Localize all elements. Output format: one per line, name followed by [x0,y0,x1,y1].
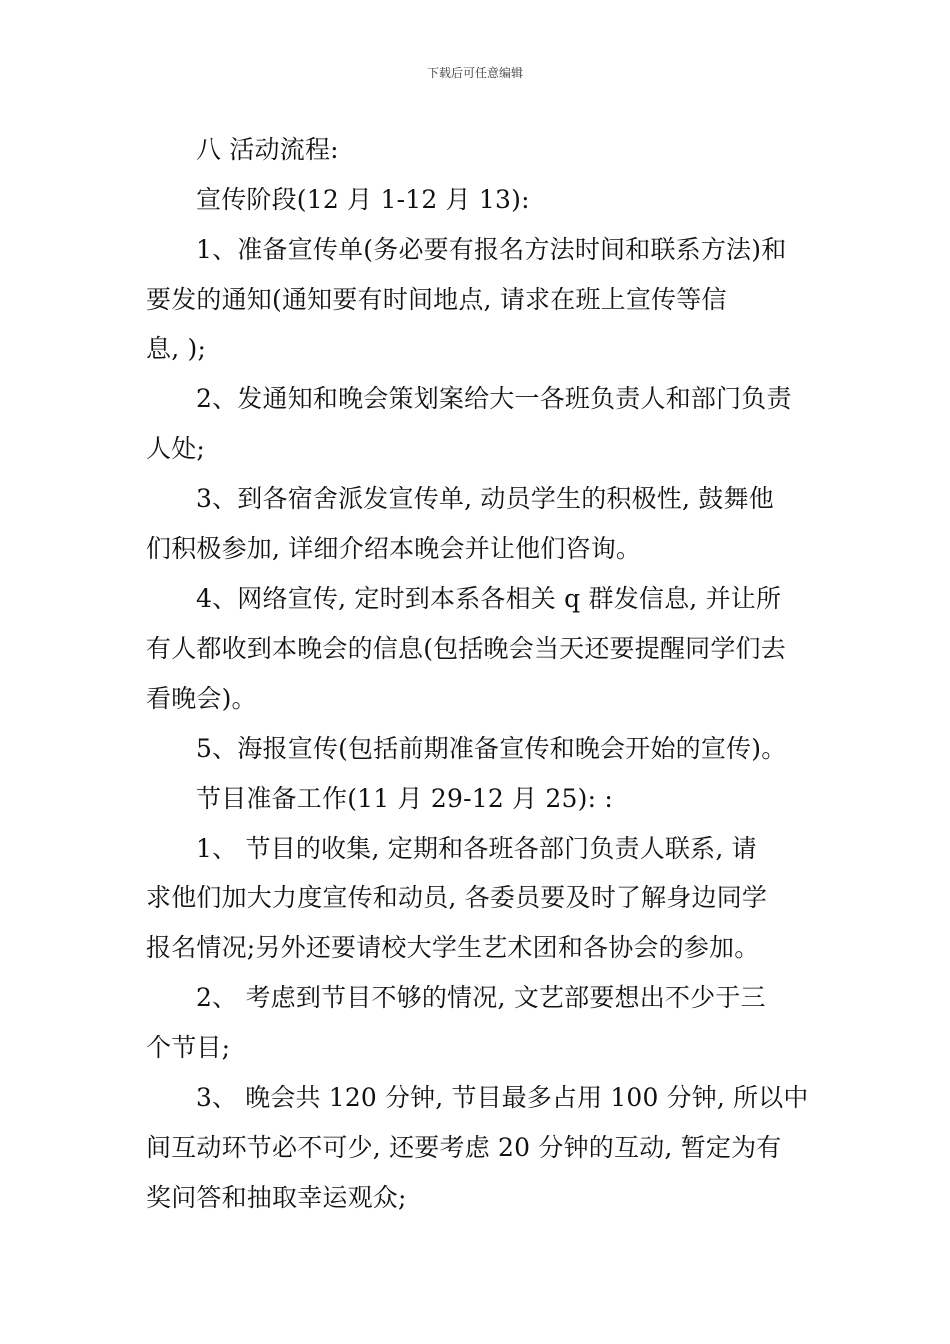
text-line: 八 活动流程: [196,135,339,164]
text-line: 息, ); [146,334,207,363]
text-line: 报名情况;另外还要请校大学生艺术团和各协会的参加。 [146,933,760,962]
text-line: 看晚会)。 [146,684,257,713]
text-line: 4、网络宣传, 定时到本系各相关 q 群发信息, 并让所 [196,584,782,613]
text-line: 宣传阶段(12 月 1-12 月 13): [196,185,530,214]
text-line: 们积极参加, 详细介绍本晚会并让他们咨询。 [146,534,642,563]
text-line: 2、发通知和晚会策划案给大一各班负责人和部门负责 [196,384,792,413]
text-line: 3、到各宿舍派发宣传单, 动员学生的积极性, 鼓舞他 [196,484,774,513]
text-line: 要发的通知(通知要有时间地点, 请求在班上宣传等信 [146,285,727,314]
text-line: 3、 晚会共 120 分钟, 节目最多占用 100 分钟, 所以中 [196,1083,809,1112]
text-line: 5、海报宣传(包括前期准备宣传和晚会开始的宣传)。 [196,734,787,763]
text-line: 求他们加大力度宣传和动员, 各委员要及时了解身边同学 [146,883,768,912]
text-line: 奖问答和抽取幸运观众; [146,1183,407,1212]
text-line: 间互动环节必不可少, 还要考虑 20 分钟的互动, 暂定为有 [146,1133,782,1162]
text-line: 人处; [146,434,206,463]
text-line: 个节目; [146,1033,231,1062]
text-line: 节目准备工作(11 月 29-12 月 25): : [196,784,613,813]
page-header: 下载后可任意编辑 [426,66,523,80]
text-line: 1、 节目的收集, 定期和各班各部门负责人联系, 请 [196,834,757,863]
text-line: 有人都收到本晚会的信息(包括晚会当天还要提醒同学们去 [146,634,786,663]
text-line: 1、准备宣传单(务必要有报名方法时间和联系方法)和 [196,235,787,264]
text-line: 2、 考虑到节目不够的情况, 文艺部要想出不少于三 [196,983,766,1012]
